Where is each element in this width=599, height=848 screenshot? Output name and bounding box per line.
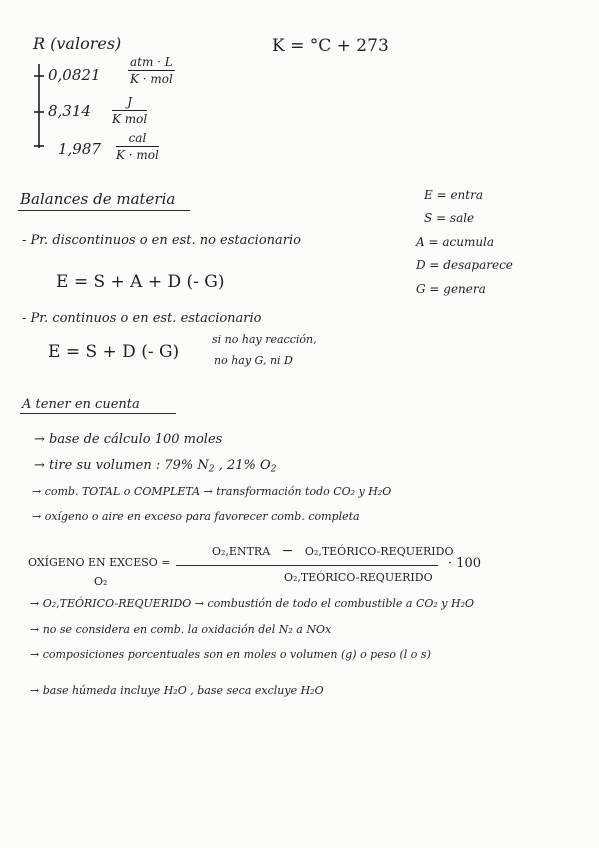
excess-label-o2: O₂ <box>94 575 108 588</box>
r-value-1-unit-num: atm · L <box>130 55 173 69</box>
item-continuos: - Pr. continuos o en est. estacionario <box>22 311 262 326</box>
r-value-1: 0,0821 <box>48 66 101 84</box>
r-value-2: 8,314 <box>48 102 91 120</box>
section-title-balances-underline <box>18 210 190 211</box>
r-value-1-unit <box>128 56 175 85</box>
excess-denominator: O₂,TEÓRICO-REQUERIDO <box>284 571 433 584</box>
excess-num-entra: O₂,ENTRA <box>212 545 271 558</box>
r-value-3-unit-den: K · mol <box>116 148 159 162</box>
bullet-aire-mid: , 21% O <box>214 458 271 473</box>
bullet-base-humeda-seca: → base húmeda incluye H₂O , base seca excluye H₂O <box>30 684 324 697</box>
bullet-aire-sub-1: 2 <box>208 464 215 475</box>
bracket-icon <box>30 62 46 152</box>
r-values-heading: R (valores) <box>33 34 122 53</box>
excess-factor: · 100 <box>448 556 482 571</box>
excess-num-teorico: O₂,TEÓRICO-REQUERIDO <box>304 545 454 558</box>
bullet-no-oxidacion-n2: → no se considera en comb. la oxidación del N₂ a NOx <box>30 623 332 636</box>
r-value-3: 1,987 <box>58 140 101 158</box>
section-title-balances: Balances de materia <box>20 190 176 208</box>
bullet-aire-sub-2: 2 <box>270 464 277 475</box>
r-value-3-unit-num: cal <box>116 132 159 147</box>
r-value-2-unit-den: K mol <box>112 112 148 126</box>
legend-genera: G = genera <box>416 282 486 296</box>
excess-fraction-bar <box>176 565 438 566</box>
bullet-oxigeno-exceso: → oxígeno o aire en exceso para favorecer comb. completa <box>32 510 360 523</box>
item-discontinuos: - Pr. discontinuos o en est. no estacionario <box>22 233 301 248</box>
bullet-comb-total: → comb. TOTAL o COMPLETA → transformación todo CO₂ y H₂O <box>32 485 392 498</box>
r-value-1-unit-den: K · mol <box>129 72 173 86</box>
legend-sale: S = sale <box>424 211 475 225</box>
legend-acumula: A = acumula <box>416 235 495 249</box>
legend-desaparece: D = desaparece <box>416 258 513 272</box>
section-title-tener-en-cuenta-underline <box>20 413 176 414</box>
r-value-2-unit <box>112 96 147 125</box>
note-no-reaction-2: no hay G, ni D <box>214 354 293 367</box>
r-value-3-unit <box>116 132 159 161</box>
excess-label: OXÍGENO EN EXCESO = <box>28 556 171 569</box>
bullet-o2-teorico: → O₂,TEÓRICO-REQUERIDO → combustión de todo el combustible a CO₂ y H₂O <box>30 597 475 610</box>
excess-numerator <box>212 544 453 558</box>
r-value-2-unit-num: J <box>112 96 147 111</box>
excess-num-minus: − <box>281 543 294 559</box>
kelvin-formula: K = °C + 273 <box>272 36 389 56</box>
equation-continuos: E = S + D (- G) <box>48 342 180 362</box>
equation-discontinuos: E = S + A + D (- G) <box>56 272 225 292</box>
bullet-base-calculo: → base de cálculo 100 moles <box>34 432 223 447</box>
legend-entra: E = entra <box>424 188 483 202</box>
bullet-composiciones: → composiciones porcentuales son en moles o volumen (g) o peso (l o s) <box>30 648 431 661</box>
section-title-tener-en-cuenta: A tener en cuenta <box>22 397 140 412</box>
note-no-reaction-1: si no hay reacción, <box>212 333 317 346</box>
bullet-aire-prefix: → tire su volumen : 79% N <box>34 458 209 473</box>
bullet-aire-volumen <box>34 459 276 474</box>
